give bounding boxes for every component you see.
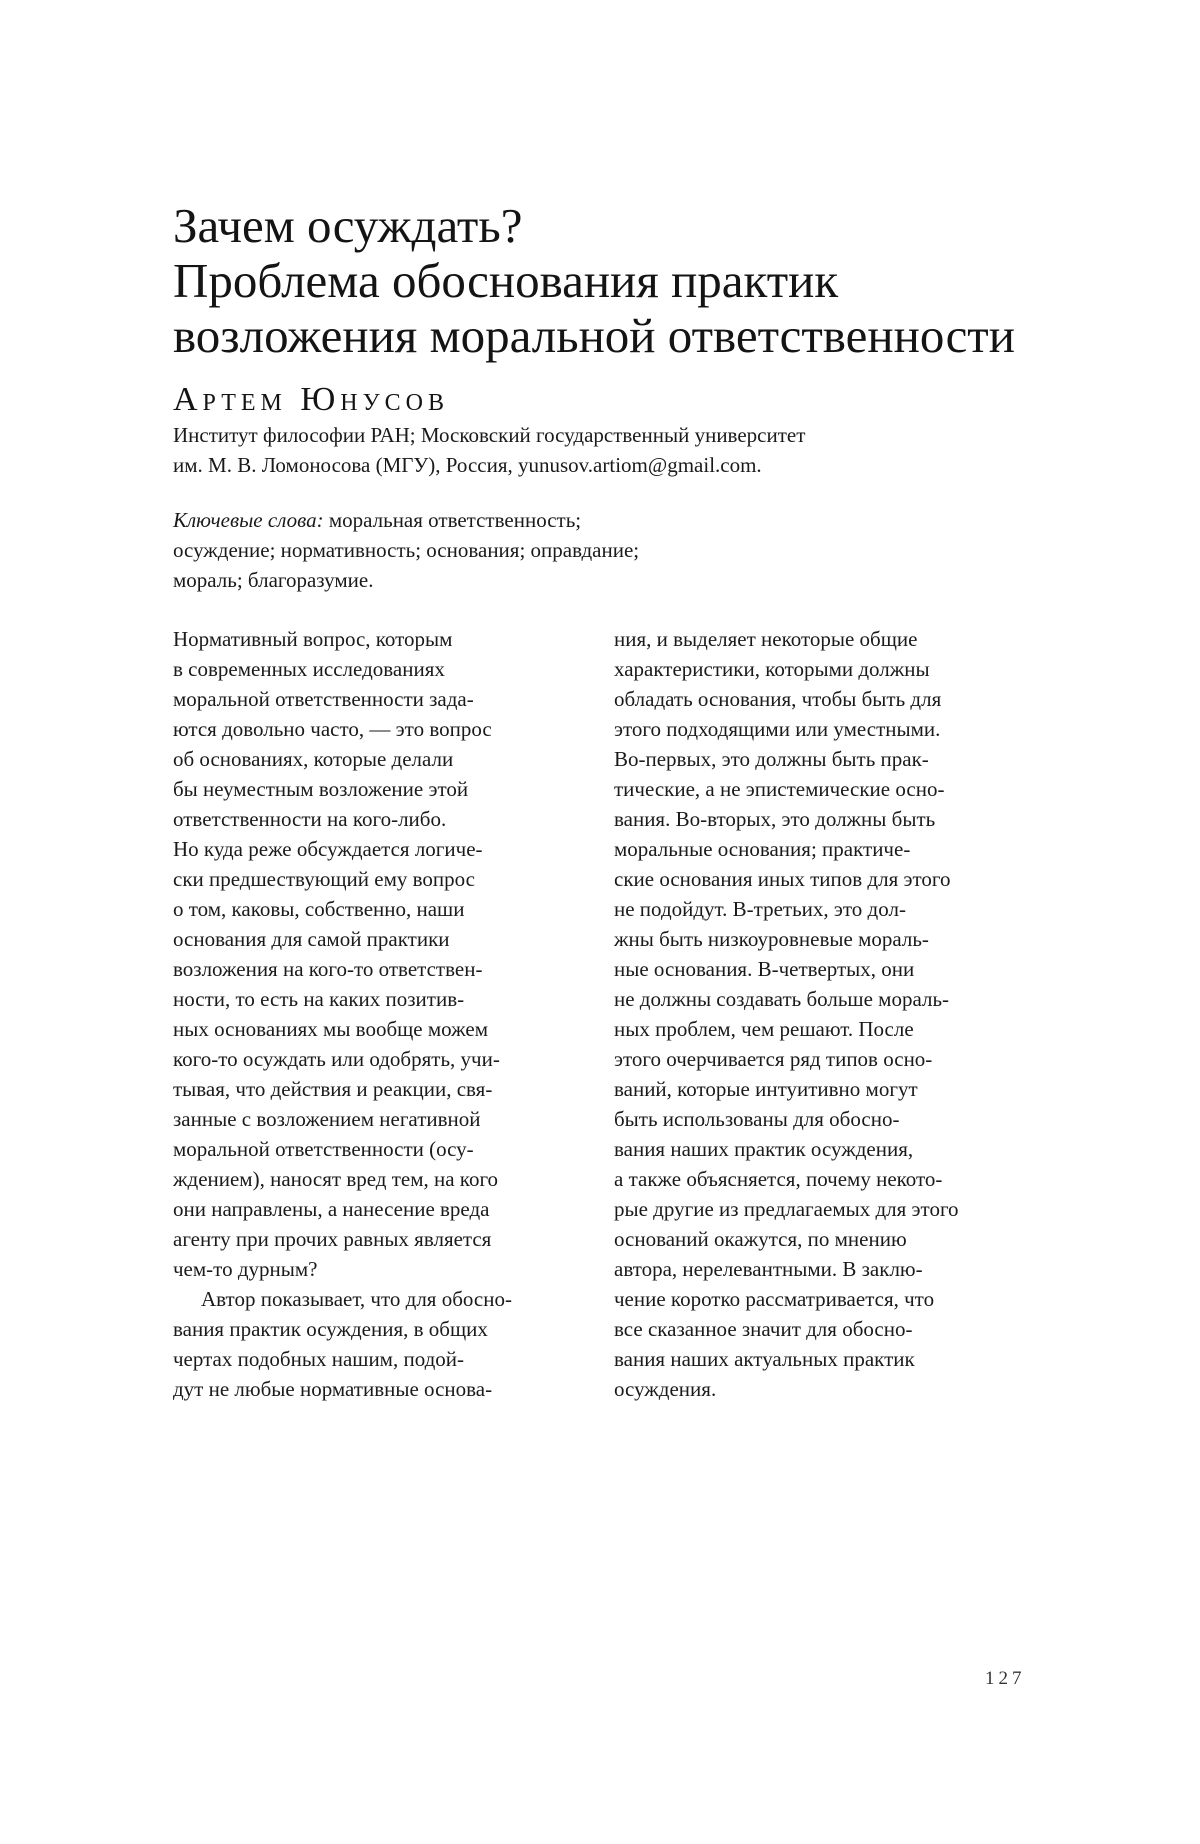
abstract-line: агенту при прочих равных является	[173, 1227, 492, 1251]
page-number: 127	[985, 1668, 1026, 1689]
keywords-text-1: моральная ответственность;	[323, 508, 582, 532]
title-subtitle-line-2: возложения моральной ответственности	[173, 308, 1015, 363]
abstract-line: ные основания. В-четвертых, они	[614, 957, 915, 981]
abstract-line: моральной ответственности (осу-	[173, 1137, 474, 1161]
abstract-line: быть использованы для обосно-	[614, 1107, 900, 1131]
abstract-line: ваний, которые интуитивно могут	[614, 1077, 918, 1101]
abstract-line: чем-то дурным?	[173, 1257, 318, 1281]
article-title	[173, 198, 1073, 363]
abstract-line: моральные основания; практиче-	[614, 837, 911, 861]
keywords	[173, 505, 1073, 595]
abstract-line: ются довольно часто, — это вопрос	[173, 717, 492, 741]
abstract-left-column	[173, 624, 593, 1404]
abstract-line: вания. Во-вторых, это должны быть	[614, 807, 936, 831]
abstract-line: дут не любые нормативные основа-	[173, 1377, 493, 1401]
abstract-line: о том, каковы, собственно, наши	[173, 897, 465, 921]
abstract-line: Во-первых, это должны быть прак-	[614, 747, 929, 771]
abstract-line: они направлены, а нанесение вреда	[173, 1197, 490, 1221]
abstract-line: вания практик осуждения, в общих	[173, 1317, 488, 1341]
affiliation-line-2: им. М. В. Ломоносова (МГУ), Россия, yunusov.artiom@gmail.com.	[173, 453, 762, 477]
abstract-line: ответственности на кого-либо.	[173, 807, 447, 831]
abstract-line: этого очерчивается ряд типов осно-	[614, 1047, 933, 1071]
abstract-line: Автор показывает, что для обосно-	[201, 1287, 512, 1311]
keywords-label: Ключевые слова:	[173, 508, 324, 532]
abstract-line: основания для самой практики	[173, 927, 450, 951]
abstract-line: а также объясняется, почему некото-	[614, 1167, 943, 1191]
abstract-line: вания наших практик осуждения,	[614, 1137, 914, 1161]
abstract-line: тывая, что действия и реакции, свя-	[173, 1077, 493, 1101]
abstract-line: тические, а не эпистемические осно-	[614, 777, 945, 801]
abstract-line: Но куда реже обсуждается логиче-	[173, 837, 483, 861]
abstract-line: ские основания иных типов для этого	[614, 867, 951, 891]
abstract-line: ждением), наносят вред тем, на кого	[173, 1167, 499, 1191]
title-subtitle-line-1: Проблема обоснования практик	[173, 253, 839, 308]
abstract-line: вания наших актуальных практик	[614, 1347, 915, 1371]
abstract-line: не должны создавать больше мораль-	[614, 987, 950, 1011]
abstract-line: об основаниях, которые делали	[173, 747, 454, 771]
abstract-line: характеристики, которыми должны	[614, 657, 930, 681]
abstract-line: кого-то осуждать или одобрять, учи-	[173, 1047, 500, 1071]
abstract-line: Нормативный вопрос, которым	[173, 627, 453, 651]
abstract-line: занные с возложением негативной	[173, 1107, 481, 1131]
title-main: Зачем осуждать?	[173, 198, 523, 253]
abstract-line: этого подходящими или уместными.	[614, 717, 941, 741]
abstract-line: рые другие из предлагаемых для этого	[614, 1197, 959, 1221]
affiliation-line-1: Институт философии РАН; Московский государственный университет	[173, 423, 806, 447]
abstract-line: возложения на кого-то ответствен-	[173, 957, 483, 981]
abstract-line: все сказанное значит для обосно-	[614, 1317, 913, 1341]
abstract-line: ности, то есть на каких позитив-	[173, 987, 465, 1011]
abstract-line: осуждения.	[614, 1377, 717, 1401]
abstract-line: ния, и выделяет некоторые общие	[614, 627, 918, 651]
keywords-line-2: осуждение; нормативность; основания; оправдание;	[173, 538, 640, 562]
keywords-line-3: мораль; благоразумие.	[173, 568, 374, 592]
keywords-line-1	[173, 505, 1073, 535]
abstract-line: автора, нерелевантными. В заклю-	[614, 1257, 923, 1281]
author-name: Артем Юнусов	[173, 381, 449, 418]
author-affiliation	[173, 420, 1073, 480]
abstract-line: чертах подобных нашим, подой-	[173, 1347, 465, 1371]
abstract-line: оснований окажутся, по мнению	[614, 1227, 907, 1251]
abstract-line: ных основаниях мы вообще можем	[173, 1017, 488, 1041]
abstract-line: чение коротко рассматривается, что	[614, 1287, 935, 1311]
abstract-line: не подойдут. В-третьих, это дол-	[614, 897, 906, 921]
abstract-line: жны быть низкоуровневые мораль-	[614, 927, 929, 951]
abstract-line: бы неуместным возложение этой	[173, 777, 469, 801]
abstract-line: ных проблем, чем решают. После	[614, 1017, 914, 1041]
abstract-line: ски предшествующий ему вопрос	[173, 867, 475, 891]
abstract-line: в современных исследованиях	[173, 657, 445, 681]
abstract-line: моральной ответственности зада-	[173, 687, 474, 711]
abstract-line: обладать основания, чтобы быть для	[614, 687, 942, 711]
abstract-right-column	[614, 624, 1034, 1404]
